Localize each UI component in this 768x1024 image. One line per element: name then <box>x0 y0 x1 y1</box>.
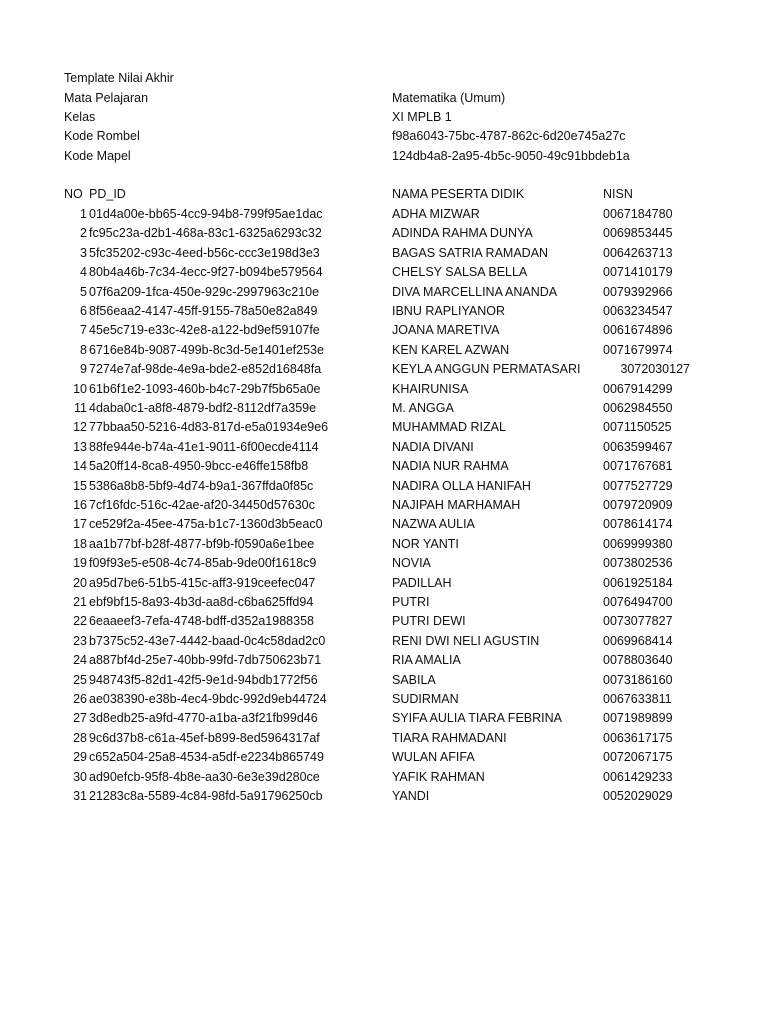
field-label: Kode Rombel <box>64 129 140 143</box>
row-nisn: 0069999380 <box>603 537 673 551</box>
row-pd-id: ebf9bf15-8a93-4b3d-aa8d-c6ba625ffd94 <box>89 595 314 609</box>
row-nisn: 0071767681 <box>603 459 673 473</box>
table-row <box>0 535 768 554</box>
field-value: 124db4a8-2a95-4b5c-9050-49c91bbdeb1a <box>392 149 630 163</box>
row-nisn: 0062984550 <box>603 401 673 415</box>
row-nama: SUDIRMAN <box>392 692 459 706</box>
field-label: Mata Pelajaran <box>64 91 149 105</box>
row-no: 25 <box>73 673 87 687</box>
row-no: 6 <box>80 304 87 318</box>
row-nisn: 0073077827 <box>603 614 673 628</box>
row-nisn: 0071150525 <box>603 420 672 434</box>
row-pd-id: b7375c52-43e7-4442-baad-0c4c58dad2c0 <box>89 634 326 648</box>
row-pd-id: 80b4a46b-7c34-4ecc-9f27-b094be579564 <box>89 265 323 279</box>
row-nama: ADHA MIZWAR <box>392 207 480 221</box>
row-nama: KEN KAREL AZWAN <box>392 343 510 357</box>
row-pd-id: ce529f2a-45ee-475a-b1c7-1360d3b5eac0 <box>89 517 323 531</box>
table-row <box>0 748 768 767</box>
row-pd-id: 21283c8a-5589-4c84-98fd-5a91796250cb <box>89 789 323 803</box>
row-nisn: 0077527729 <box>603 479 673 493</box>
column-header-no: NO <box>64 187 83 201</box>
column-header-nama: NAMA PESERTA DIDIK <box>392 187 525 201</box>
row-nisn: 0069853445 <box>603 226 673 240</box>
row-no: 23 <box>73 634 87 648</box>
table-row <box>0 690 768 709</box>
table-row <box>0 593 768 612</box>
table-row <box>0 554 768 573</box>
row-nama: PUTRI DEWI <box>392 614 466 628</box>
row-nama: SABILA <box>392 673 436 687</box>
row-nama: NOVIA <box>392 556 431 570</box>
row-nisn: 0071679974 <box>603 343 673 357</box>
row-nama: CHELSY SALSA BELLA <box>392 265 528 279</box>
table-row <box>0 457 768 476</box>
table-row <box>0 205 768 224</box>
row-no: 7 <box>80 323 87 337</box>
row-nama: KHAIRUNISA <box>392 382 469 396</box>
row-nisn: 0064263713 <box>603 246 673 260</box>
row-pd-id: ad90efcb-95f8-4b8e-aa30-6e3e39d280ce <box>89 770 320 784</box>
table-row <box>0 729 768 748</box>
table-row <box>0 399 768 418</box>
row-nama: SYIFA AULIA TIARA FEBRINA <box>392 711 562 725</box>
row-no: 31 <box>73 789 87 803</box>
row-nisn: 0063599467 <box>603 440 673 454</box>
row-nama: MUHAMMAD RIZAL <box>392 420 506 434</box>
row-no: 20 <box>73 576 87 590</box>
row-no: 12 <box>73 420 87 434</box>
row-nisn: 0067914299 <box>603 382 673 396</box>
row-nisn: 0069968414 <box>603 634 673 648</box>
row-pd-id: c652a504-25a8-4534-a5df-e2234b865749 <box>89 750 324 764</box>
row-no: 11 <box>74 401 87 415</box>
table-row <box>0 496 768 515</box>
table-row <box>0 651 768 670</box>
table-row <box>0 283 768 302</box>
table-row <box>0 515 768 534</box>
table-row <box>0 574 768 593</box>
row-nisn: 0078614174 <box>603 517 673 531</box>
table-row <box>0 632 768 651</box>
row-nama: NOR YANTI <box>392 537 459 551</box>
row-pd-id: 8f56eaa2-4147-45ff-9155-78a50e82a849 <box>89 304 318 318</box>
row-nama: NADIRA OLLA HANIFAH <box>392 479 531 493</box>
row-nisn: 0079392966 <box>603 285 673 299</box>
row-pd-id: a887bf4d-25e7-40bb-99fd-7db750623b71 <box>89 653 322 667</box>
row-no: 30 <box>73 770 87 784</box>
row-pd-id: 45e5c719-e33c-42e8-a122-bd9ef59107fe <box>89 323 320 337</box>
table-row <box>0 321 768 340</box>
row-no: 17 <box>73 517 87 531</box>
document-title: Template Nilai Akhir <box>64 71 174 85</box>
row-nisn: 3072030127 <box>620 362 690 376</box>
row-pd-id: 5fc35202-c93c-4eed-b56c-ccc3e198d3e3 <box>89 246 320 260</box>
row-nisn: 0063234547 <box>603 304 673 318</box>
row-nisn: 0078803640 <box>603 653 673 667</box>
table-row <box>0 477 768 496</box>
table-row <box>0 360 768 379</box>
row-no: 19 <box>73 556 87 570</box>
row-pd-id: 4daba0c1-a8f8-4879-bdf2-8112df7a359e <box>89 401 317 415</box>
table-row <box>0 418 768 437</box>
row-pd-id: 77bbaa50-5216-4d83-817d-e5a01934e9e6 <box>89 420 329 434</box>
row-nama: M. ANGGA <box>392 401 454 415</box>
row-no: 24 <box>73 653 87 667</box>
row-no: 5 <box>80 285 87 299</box>
table-row <box>0 244 768 263</box>
row-no: 8 <box>80 343 87 357</box>
row-no: 21 <box>73 595 87 609</box>
row-nama: JOANA MARETIVA <box>392 323 500 337</box>
row-nisn: 0063617175 <box>603 731 673 745</box>
row-pd-id: 88fe944e-b74a-41e1-9011-6f00ecde4114 <box>89 440 319 454</box>
field-row-kelas <box>0 108 768 127</box>
row-nama: PUTRI <box>392 595 430 609</box>
row-nama: NAZWA AULIA <box>392 517 475 531</box>
field-row-mata-pelajaran <box>0 89 768 108</box>
row-no: 18 <box>73 537 87 551</box>
row-nama: IBNU RAPLIYANOR <box>392 304 505 318</box>
row-pd-id: 7274e7af-98de-4e9a-bde2-e852d16848fa <box>89 362 322 376</box>
table-row <box>0 612 768 631</box>
row-no: 16 <box>73 498 87 512</box>
row-nisn: 0052029029 <box>603 789 673 803</box>
row-pd-id: 5a20ff14-8ca8-4950-9bcc-e46ffe158fb8 <box>89 459 309 473</box>
field-value: f98a6043-75bc-4787-862c-6d20e745a27c <box>392 129 626 143</box>
row-nama: DIVA MARCELLINA ANANDA <box>392 285 558 299</box>
row-pd-id: 7cf16fdc-516c-42ae-af20-34450d57630c <box>89 498 315 512</box>
row-nisn: 0071989899 <box>603 711 673 725</box>
table-row <box>0 438 768 457</box>
row-pd-id: 61b6f1e2-1093-460b-b4c7-29b7f5b65a0e <box>89 382 321 396</box>
row-nisn: 0067633811 <box>603 692 672 706</box>
row-nama: NADIA NUR RAHMA <box>392 459 509 473</box>
table-row <box>0 341 768 360</box>
document-title-row <box>0 69 768 88</box>
field-row-kode-mapel <box>0 147 768 166</box>
row-no: 4 <box>80 265 87 279</box>
field-label: Kode Mapel <box>64 149 131 163</box>
row-nisn: 0061429233 <box>603 770 673 784</box>
row-pd-id: 948743f5-82d1-42f5-9e1d-94bdb1772f56 <box>89 673 318 687</box>
row-no: 28 <box>73 731 87 745</box>
row-pd-id: 3d8edb25-a9fd-4770-a1ba-a3f21fb99d46 <box>89 711 318 725</box>
row-nisn: 0061925184 <box>603 576 673 590</box>
row-no: 3 <box>80 246 87 260</box>
table-row <box>0 787 768 806</box>
column-header-pd-id: PD_ID <box>89 187 126 201</box>
row-pd-id: a95d7be6-51b5-415c-aff3-919ceefec047 <box>89 576 316 590</box>
row-nama: YAFIK RAHMAN <box>392 770 485 784</box>
row-nisn: 0061674896 <box>603 323 673 337</box>
row-pd-id: 6716e84b-9087-499b-8c3d-5e1401ef253e <box>89 343 324 357</box>
row-nama: RIA AMALIA <box>392 653 461 667</box>
field-row-kode-rombel <box>0 127 768 146</box>
row-nisn: 0072067175 <box>603 750 673 764</box>
table-row <box>0 671 768 690</box>
row-nisn: 0071410179 <box>603 265 673 279</box>
row-no: 29 <box>73 750 87 764</box>
field-value: XI MPLB 1 <box>392 110 452 124</box>
row-pd-id: 6eaaeef3-7efa-4748-bdff-d352a1988358 <box>89 614 314 628</box>
row-pd-id: 07f6a209-1fca-450e-929c-2997963c210e <box>89 285 320 299</box>
row-pd-id: ae038390-e38b-4ec4-9bdc-992d9eb44724 <box>89 692 327 706</box>
row-nama: NAJIPAH MARHAMAH <box>392 498 521 512</box>
row-nisn: 0067184780 <box>603 207 673 221</box>
row-no: 2 <box>80 226 87 240</box>
row-pd-id: f09f93e5-e508-4c74-85ab-9de00f1618c9 <box>89 556 317 570</box>
row-nama: PADILLAH <box>392 576 452 590</box>
row-no: 13 <box>73 440 87 454</box>
row-pd-id: 9c6d37b8-c61a-45ef-b899-8ed5964317af <box>89 731 320 745</box>
row-no: 22 <box>73 614 87 628</box>
row-nama: NADIA DIVANI <box>392 440 474 454</box>
row-pd-id: aa1b77bf-b28f-4877-bf9b-f0590a6e1bee <box>89 537 315 551</box>
row-nama: KEYLA ANGGUN PERMATASARI <box>392 362 581 376</box>
table-row <box>0 380 768 399</box>
row-pd-id: 5386a8b8-5bf9-4d74-b9a1-367ffda0f85c <box>89 479 314 493</box>
row-no: 27 <box>73 711 87 725</box>
row-no: 26 <box>73 692 87 706</box>
table-row <box>0 768 768 787</box>
field-label: Kelas <box>64 110 96 124</box>
table-header-row <box>0 185 768 204</box>
row-nisn: 0076494700 <box>603 595 673 609</box>
row-pd-id: fc95c23a-d2b1-468a-83c1-6325a6293c32 <box>89 226 322 240</box>
row-nama: YANDI <box>392 789 430 803</box>
row-nama: BAGAS SATRIA RAMADAN <box>392 246 549 260</box>
row-no: 15 <box>73 479 87 493</box>
table-row <box>0 302 768 321</box>
row-no: 10 <box>73 382 87 396</box>
row-pd-id: 01d4a00e-bb65-4cc9-94b8-799f95ae1dac <box>89 207 323 221</box>
row-nisn: 0079720909 <box>603 498 673 512</box>
table-row <box>0 224 768 243</box>
table-row <box>0 709 768 728</box>
table-row <box>0 263 768 282</box>
row-nama: TIARA RAHMADANI <box>392 731 507 745</box>
row-nama: WULAN AFIFA <box>392 750 475 764</box>
row-nisn: 0073186160 <box>603 673 673 687</box>
field-value: Matematika (Umum) <box>392 91 506 105</box>
row-nama: ADINDA RAHMA DUNYA <box>392 226 533 240</box>
row-nisn: 0073802536 <box>603 556 673 570</box>
row-no: 9 <box>80 362 87 376</box>
row-no: 1 <box>80 207 87 221</box>
column-header-nisn: NISN <box>603 187 633 201</box>
row-no: 14 <box>73 459 87 473</box>
row-nama: RENI DWI NELI AGUSTIN <box>392 634 540 648</box>
